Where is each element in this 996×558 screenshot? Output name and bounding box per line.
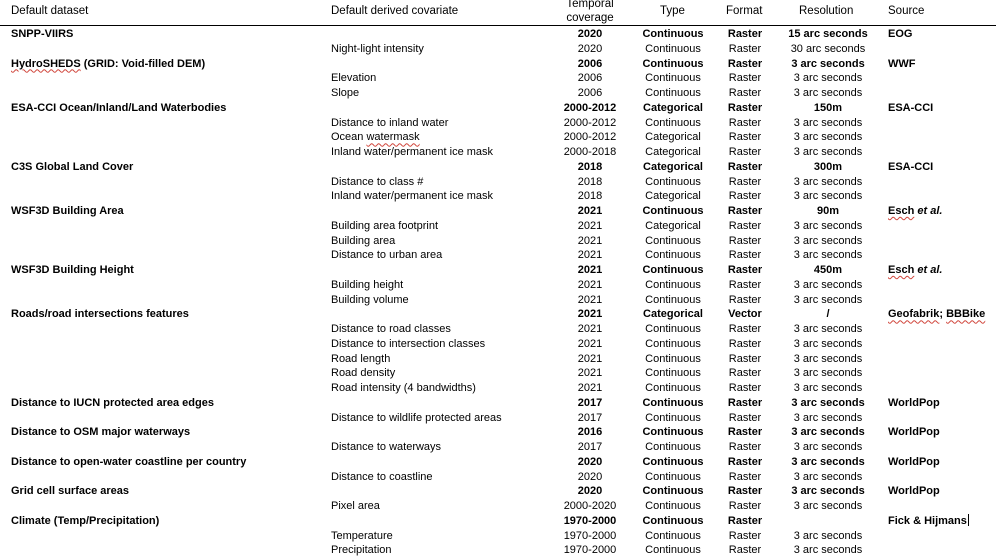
cell-format: Raster xyxy=(728,234,762,247)
cell-format: Raster xyxy=(727,455,763,468)
cell-format: Raster xyxy=(728,529,762,542)
cell-covariate: Distance to inland water xyxy=(331,116,449,129)
cell-dataset: HydroSHEDS (GRID: Void-filled DEM) xyxy=(11,57,206,70)
cell-source: Fick & Hijmans xyxy=(888,514,967,527)
cell-temporal-coverage: 2000-2020 xyxy=(563,500,617,512)
cell-covariate: Precipitation xyxy=(331,544,392,557)
cell-format: Raster xyxy=(727,514,763,527)
cell-source: EOG xyxy=(888,28,913,40)
cell-temporal-coverage: 2020 xyxy=(577,28,603,40)
cell-covariate: Distance to road classes xyxy=(331,323,451,335)
table-body xyxy=(0,27,996,558)
cell-resolution: 3 arc seconds xyxy=(791,455,865,468)
cell-resolution: 3 arc seconds xyxy=(791,485,865,498)
cell-resolution: 30 arc seconds xyxy=(790,42,866,55)
cell-source: Geofabrik; BBBike xyxy=(888,308,986,321)
table-row-covariate xyxy=(0,381,996,396)
table-row-dataset xyxy=(0,514,996,529)
cell-temporal-coverage: 2006 xyxy=(577,72,603,85)
cell-resolution: 300m xyxy=(813,160,843,173)
cell-temporal-coverage: 2017 xyxy=(577,411,603,424)
header-temporal-line1: Temporal xyxy=(566,0,614,10)
cell-type: Continuous xyxy=(645,544,701,557)
cell-format: Raster xyxy=(728,87,762,99)
cell-temporal-coverage: 2021 xyxy=(577,323,603,335)
cell-type: Continuous xyxy=(642,455,704,468)
cell-covariate: Building area xyxy=(331,234,396,247)
cell-resolution: 3 arc seconds xyxy=(793,249,863,262)
cell-dataset: Distance to IUCN protected area edges xyxy=(11,396,214,409)
cell-source: WorldPop xyxy=(888,485,940,498)
table-row-covariate xyxy=(0,189,996,204)
cell-covariate: Road density xyxy=(331,367,396,380)
cell-temporal-coverage: 2000-2012 xyxy=(563,131,617,144)
cell-temporal-coverage: 2021 xyxy=(577,352,603,365)
cell-dataset: SNPP-VIIRS xyxy=(11,28,74,40)
header-source: Source xyxy=(888,5,925,17)
table-row-covariate xyxy=(0,145,996,160)
cell-type: Continuous xyxy=(645,441,701,453)
cell-resolution: 3 arc seconds xyxy=(793,500,863,512)
cell-format: Raster xyxy=(727,28,763,40)
table-row-covariate xyxy=(0,42,996,57)
cell-resolution: 3 arc seconds xyxy=(793,323,863,335)
cell-covariate: Road intensity (4 bandwidths) xyxy=(331,382,476,394)
cell-source: Esch et al. xyxy=(888,205,943,217)
cell-resolution: 3 arc seconds xyxy=(793,131,863,144)
cell-format: Raster xyxy=(728,278,762,291)
header-type: Type xyxy=(660,5,685,17)
cell-type: Continuous xyxy=(642,514,704,527)
table-row-covariate xyxy=(0,219,996,234)
cell-temporal-coverage: 2020 xyxy=(577,470,603,483)
cell-covariate: Inland water/permanent ice mask xyxy=(331,146,494,158)
cell-covariate: Building height xyxy=(331,278,404,291)
cell-type: Continuous xyxy=(645,323,701,335)
table-row-covariate xyxy=(0,175,996,190)
header-temporal-line2: coverage xyxy=(566,12,614,24)
cell-type: Continuous xyxy=(642,57,704,70)
cell-temporal-coverage: 2017 xyxy=(577,441,603,453)
cell-type: Continuous xyxy=(642,426,704,439)
cell-type: Continuous xyxy=(645,352,701,365)
cell-format: Raster xyxy=(727,264,763,276)
cell-format: Raster xyxy=(727,101,763,114)
cell-covariate: Temperature xyxy=(331,529,393,542)
table-row-dataset xyxy=(0,425,996,440)
cell-resolution: 15 arc seconds xyxy=(788,28,868,40)
table-row-covariate xyxy=(0,440,996,455)
cell-temporal-coverage: 2021 xyxy=(577,234,603,247)
cell-dataset: Roads/road intersections features xyxy=(11,308,189,321)
cell-source: WorldPop xyxy=(888,426,940,439)
cell-temporal-coverage: 2006 xyxy=(577,57,603,70)
cell-resolution: 3 arc seconds xyxy=(793,116,863,129)
cell-resolution: 3 arc seconds xyxy=(793,382,863,394)
table-row-covariate xyxy=(0,366,996,381)
cell-temporal-coverage: 2021 xyxy=(577,249,603,262)
cell-resolution: 3 arc seconds xyxy=(793,352,863,365)
cell-dataset: Climate (Temp/Precipitation) xyxy=(11,514,160,527)
cell-resolution: 450m xyxy=(813,264,843,276)
cell-type: Continuous xyxy=(645,278,701,291)
cell-resolution: 3 arc seconds xyxy=(793,146,863,158)
cell-type: Continuous xyxy=(645,293,701,306)
cell-covariate: Slope xyxy=(331,87,360,99)
cell-resolution: 3 arc seconds xyxy=(793,175,863,188)
cell-temporal-coverage: 2021 xyxy=(577,219,603,232)
cell-format: Raster xyxy=(728,337,762,350)
cell-type: Categorical xyxy=(645,131,701,144)
cell-covariate: Building volume xyxy=(331,293,409,306)
cell-covariate: Distance to intersection classes xyxy=(331,337,486,350)
cell-resolution: 3 arc seconds xyxy=(793,470,863,483)
cell-covariate: Pixel area xyxy=(331,500,380,512)
cell-covariate: Distance to urban area xyxy=(331,249,443,262)
table-row-dataset xyxy=(0,160,996,175)
cell-format: Raster xyxy=(728,72,762,85)
table-row-covariate xyxy=(0,116,996,131)
cell-covariate: Inland water/permanent ice mask xyxy=(331,190,494,203)
cell-format: Raster xyxy=(728,131,762,144)
cell-type: Continuous xyxy=(642,264,704,276)
cell-resolution: 3 arc seconds xyxy=(793,190,863,203)
table-row-dataset xyxy=(0,307,996,322)
cell-type: Continuous xyxy=(645,411,701,424)
cell-format: Raster xyxy=(728,352,762,365)
table-row-dataset xyxy=(0,204,996,219)
cell-dataset: ESA-CCI Ocean/Inland/Land Waterbodies xyxy=(11,101,227,114)
cell-format: Raster xyxy=(728,219,762,232)
table-row-dataset xyxy=(0,101,996,116)
cell-type: Continuous xyxy=(645,87,701,99)
cell-covariate: Night-light intensity xyxy=(331,42,424,55)
cell-temporal-coverage: 2018 xyxy=(577,160,603,173)
cell-type: Categorical xyxy=(643,308,703,321)
cell-resolution: 3 arc seconds xyxy=(793,219,863,232)
cell-temporal-coverage: 2021 xyxy=(577,382,603,394)
cell-temporal-coverage: 2016 xyxy=(577,426,603,439)
cell-temporal-coverage: 1970-2000 xyxy=(563,544,617,557)
cell-dataset: Distance to OSM major waterways xyxy=(11,426,191,439)
cell-temporal-coverage: 2020 xyxy=(577,42,603,55)
cell-covariate: Distance to class # xyxy=(331,175,424,188)
cell-source: WorldPop xyxy=(888,455,940,468)
cell-temporal-coverage: 2000-2012 xyxy=(563,116,617,129)
cell-temporal-coverage: 2000-2018 xyxy=(563,146,617,158)
header-covariate: Default derived covariate xyxy=(331,5,459,17)
cell-type: Categorical xyxy=(645,146,701,158)
cell-source: ESA-CCI xyxy=(888,101,934,114)
cell-resolution: 3 arc seconds xyxy=(791,426,865,439)
cell-format: Raster xyxy=(728,293,762,306)
cell-type: Continuous xyxy=(645,529,701,542)
cell-format: Raster xyxy=(727,485,763,498)
text-cursor xyxy=(968,514,969,526)
cell-format: Raster xyxy=(728,249,762,262)
cell-resolution: 3 arc seconds xyxy=(791,396,865,409)
table-row-covariate xyxy=(0,499,996,514)
table-row-covariate xyxy=(0,234,996,249)
table-row-dataset xyxy=(0,396,996,411)
cell-resolution: 90m xyxy=(816,205,840,217)
cell-dataset: Distance to open-water coastline per country xyxy=(11,455,247,468)
table-row-covariate xyxy=(0,543,996,558)
cell-resolution: 3 arc seconds xyxy=(791,57,865,70)
cell-format: Raster xyxy=(728,323,762,335)
cell-covariate: Elevation xyxy=(331,72,377,85)
cell-format: Raster xyxy=(728,116,762,129)
cell-source: Esch et al. xyxy=(888,264,943,276)
table-header xyxy=(0,0,996,26)
cell-source: WorldPop xyxy=(888,396,940,409)
cell-format: Raster xyxy=(727,160,763,173)
table-row-covariate xyxy=(0,86,996,101)
cell-type: Continuous xyxy=(645,337,701,350)
cell-dataset: WSF3D Building Area xyxy=(11,205,124,217)
cell-type: Continuous xyxy=(645,500,701,512)
cell-format: Raster xyxy=(727,396,763,409)
cell-type: Continuous xyxy=(645,470,701,483)
cell-format: Raster xyxy=(728,382,762,394)
table-row-covariate xyxy=(0,322,996,337)
header-dataset: Default dataset xyxy=(11,5,89,17)
header-resolution: Resolution xyxy=(799,5,854,17)
cell-resolution: 3 arc seconds xyxy=(793,529,863,542)
table-row-covariate xyxy=(0,130,996,145)
table-row-dataset xyxy=(0,455,996,470)
table-row-covariate xyxy=(0,248,996,263)
cell-temporal-coverage: 2021 xyxy=(577,367,603,380)
cell-source: ESA-CCI xyxy=(888,160,934,173)
table-row-dataset xyxy=(0,27,996,42)
table-row-covariate xyxy=(0,278,996,293)
cell-type: Categorical xyxy=(643,160,703,173)
cell-temporal-coverage: 2021 xyxy=(577,308,603,321)
cell-format: Raster xyxy=(728,42,762,55)
cell-type: Categorical xyxy=(645,190,701,203)
header-format: Format xyxy=(726,5,763,17)
cell-resolution: 150m xyxy=(813,101,843,114)
cell-type: Categorical xyxy=(643,101,703,114)
cell-temporal-coverage: 2021 xyxy=(577,264,603,276)
cell-format: Raster xyxy=(728,146,762,158)
cell-temporal-coverage: 2021 xyxy=(577,205,603,217)
cell-temporal-coverage: 2017 xyxy=(577,396,603,409)
table-row-covariate xyxy=(0,352,996,367)
cell-type: Continuous xyxy=(645,42,701,55)
cell-type: Continuous xyxy=(645,382,701,394)
cell-type: Categorical xyxy=(645,219,701,232)
header-temporal-coverage xyxy=(550,0,630,25)
cell-format: Vector xyxy=(728,308,762,321)
cell-resolution: 3 arc seconds xyxy=(793,544,863,557)
cell-covariate: Road length xyxy=(331,352,391,365)
table-row-covariate xyxy=(0,337,996,352)
cell-format: Raster xyxy=(728,544,762,557)
cell-format: Raster xyxy=(727,57,763,70)
cell-resolution: 3 arc seconds xyxy=(793,87,863,99)
cell-temporal-coverage: 2000-2012 xyxy=(563,101,617,114)
cell-temporal-coverage: 2006 xyxy=(577,87,603,99)
cell-covariate: Distance to wildlife protected areas xyxy=(331,411,502,424)
cell-resolution: 3 arc seconds xyxy=(793,278,863,291)
cell-type: Continuous xyxy=(645,72,701,85)
cell-format: Raster xyxy=(728,441,762,453)
cell-type: Continuous xyxy=(645,234,701,247)
cell-temporal-coverage: 2020 xyxy=(577,455,603,468)
cell-resolution: 3 arc seconds xyxy=(793,234,863,247)
cell-format: Raster xyxy=(728,411,762,424)
cell-type: Continuous xyxy=(642,485,704,498)
cell-covariate: Distance to waterways xyxy=(331,441,442,453)
table-row-covariate xyxy=(0,71,996,86)
cell-resolution: 3 arc seconds xyxy=(793,337,863,350)
cell-temporal-coverage: 2021 xyxy=(577,293,603,306)
cell-format: Raster xyxy=(728,367,762,380)
cell-format: Raster xyxy=(727,426,763,439)
cell-covariate: Distance to coastline xyxy=(331,470,433,483)
cell-resolution: / xyxy=(826,308,830,321)
table-row-covariate xyxy=(0,470,996,485)
cell-format: Raster xyxy=(727,205,763,217)
cell-format: Raster xyxy=(728,470,762,483)
table-row-dataset xyxy=(0,57,996,72)
cell-type: Continuous xyxy=(645,116,701,129)
table-row-dataset xyxy=(0,263,996,278)
cell-resolution: 3 arc seconds xyxy=(793,72,863,85)
cell-type: Continuous xyxy=(645,175,701,188)
table-row-covariate xyxy=(0,411,996,426)
cell-covariate: Ocean watermask xyxy=(331,131,420,144)
cell-resolution: 3 arc seconds xyxy=(793,367,863,380)
cell-resolution: 3 arc seconds xyxy=(793,293,863,306)
cell-type: Continuous xyxy=(642,396,704,409)
cell-type: Continuous xyxy=(645,367,701,380)
table-row-covariate xyxy=(0,529,996,544)
cell-format: Raster xyxy=(728,190,762,203)
cell-temporal-coverage: 2018 xyxy=(577,175,603,188)
cell-type: Continuous xyxy=(642,28,704,40)
cell-resolution: 3 arc seconds xyxy=(793,441,863,453)
cell-format: Raster xyxy=(728,175,762,188)
cell-type: Continuous xyxy=(642,205,704,217)
cell-temporal-coverage: 2018 xyxy=(577,190,603,203)
table-row-dataset xyxy=(0,484,996,499)
cell-dataset: WSF3D Building Height xyxy=(11,264,134,276)
cell-dataset: C3S Global Land Cover xyxy=(11,160,134,173)
cell-dataset: Grid cell surface areas xyxy=(11,485,130,498)
cell-type: Continuous xyxy=(645,249,701,262)
table-row-covariate xyxy=(0,293,996,308)
cell-format: Raster xyxy=(728,500,762,512)
cell-source: WWF xyxy=(888,57,916,70)
cell-resolution: 3 arc seconds xyxy=(793,411,863,424)
cell-temporal-coverage: 1970-2000 xyxy=(563,514,617,527)
cell-covariate: Building area footprint xyxy=(331,219,439,232)
cell-temporal-coverage: 2020 xyxy=(577,485,603,498)
cell-temporal-coverage: 2021 xyxy=(577,337,603,350)
cell-temporal-coverage: 2021 xyxy=(577,278,603,291)
cell-temporal-coverage: 1970-2000 xyxy=(563,529,617,542)
